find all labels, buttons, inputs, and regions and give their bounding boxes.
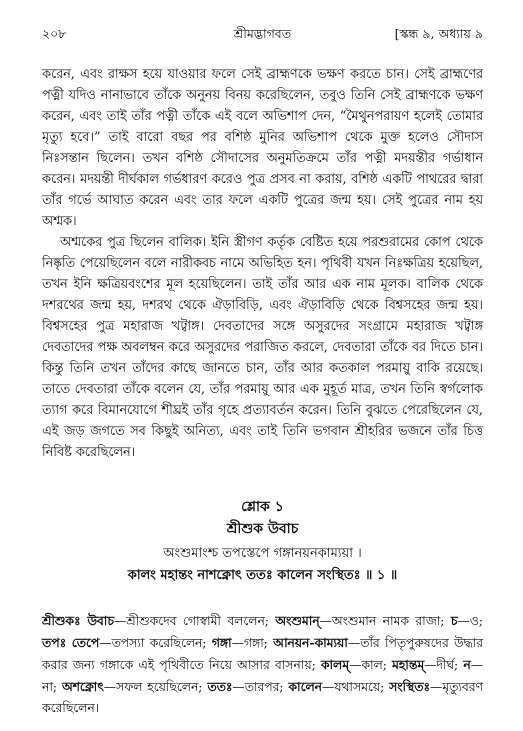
synonym-word: মহান্তম্ bbox=[392, 657, 425, 672]
page-number: ২০৮ bbox=[42, 26, 67, 41]
verse-speaker: শ্রীশুক উবাচ bbox=[226, 521, 299, 537]
synonym-word: অশক্নোৎ bbox=[61, 679, 104, 694]
book-title: শ্রীমদ্ভাগবত bbox=[233, 26, 292, 41]
chapter-reference: [স্কন্ধ ৯, অধ্যায় ৯ bbox=[394, 26, 483, 41]
synonym-word: ততঃ bbox=[207, 679, 233, 694]
verse-line: কালং মহান্তং নাশক্নোৎ ততঃ কালেন সংস্থিতঃ ॥ ১ ॥ bbox=[127, 568, 398, 583]
synonym-meaning: মৃত্যুবরণ করেছিলেন। bbox=[42, 680, 483, 715]
purport-paragraph: করেন, এবং রাক্ষস হয়ে যাওয়ার ফলে সেই ব্রাহ্মণকে ভক্ষণ করতে চান। সেই ব্রাহ্মণের পত্নী যদিও নানাভাবে তাঁকে অনুনয় বিনয় করেছিলেন, তবুও তিনি সেই ব্রাহ্মণকে ভক্ষণ করেন, এবং তাই তাঁর পত্নী তাঁকে এই বলে অভিশাপ দেন, “মৈথুনপরায়ণ হলেই তোমার মৃত্যু হবে।” তাই বারো বছর পর বশিষ্ঠ মুনির অভিশাপ থেকে মুক্ত হলেও সৌদাস নিঃসন্তান ছিলেন। তখন বশিষ্ঠ সৌদাসের অনুমতিক্রমে তাঁর পত্নী মদয়ন্তীর গর্ভাধান করেন। মদয়ন্তী দীর্ঘকাল গর্ভধারণ করেও পুত্র প্রসব না করায়, বশিষ্ঠ একটি পাথরের দ্বারা তাঁর গর্ভে আঘাত করেন এবং তার ফলে একটি পুত্রের জন্ম হয়। সেই পুত্রের নাম হয় অশ্মক। bbox=[42, 67, 483, 229]
synonym-word: কালেন bbox=[288, 679, 323, 694]
verse-number: শ্লোক ১ bbox=[241, 499, 284, 515]
page-header bbox=[42, 26, 483, 46]
synonym-meaning: ও; bbox=[469, 614, 483, 628]
verse-line: অংশুমাংশ্চ তপস্তেপে গঙ্গানয়নকাম্যয়া । bbox=[163, 546, 362, 561]
synonym-meaning: তাঁর পিতৃপুরুষদের উদ্ধার করার জন্য গঙ্গাকে এই পৃথিবীতে নিয়ে আসার বাসনায়; bbox=[42, 636, 483, 672]
synonyms-block: শ্রীশুকঃ উবাচ—শ্রীশুকদেব গোস্বামী বললেন; অংশুমান্—অংশুমান নামক রাজা; চ—ও; তপঃ তেপে—তপস্যা করেছিলেন; গঙ্গা—গঙ্গা; আনয়ন-কাম্যয়া—তাঁর পিতৃপুরুষদের উদ্ধার করার জন্য গঙ্গাকে এই পৃথিবীতে নিয়ে আসার বাসনায়; কালম্—কাল; মহান্তম্—দীর্ঘ; ন—না; অশক্নোৎ—সফল হয়েছিলেন; ততঃ—তারপর; কালেন—যথাসময়ে; সংস্থিতঃ—মৃত্যুবরণ করেছিলেন। bbox=[42, 613, 483, 715]
synonym-meaning: শ্রীশুকদেব গোস্বামী বললেন; bbox=[126, 614, 269, 628]
verse-block bbox=[42, 497, 483, 587]
synonym-word: অংশুমান্ bbox=[275, 613, 320, 628]
synonym-meaning: কাল; bbox=[361, 658, 387, 672]
synonym-word: চ bbox=[450, 613, 458, 628]
synonym-meaning: দীর্ঘ; bbox=[436, 658, 459, 672]
synonym-word: আনয়ন-কাম্যয়া bbox=[273, 635, 348, 650]
synonym-word: ন bbox=[463, 657, 471, 672]
synonym-meaning: না; bbox=[42, 680, 58, 694]
synonym-meaning: অংশুমান নামক রাজা; bbox=[331, 614, 445, 628]
synonym-word: কালম্ bbox=[320, 657, 350, 672]
purport-paragraph: অশ্মকের পুত্র ছিলেন বালিক। ইনি স্ত্রীগণ কর্তৃক বেষ্টিত হয়ে পরশুরামের কোপ থেকে নিষ্কৃতি পেয়েছিলেন বলে নারীকবচ নামে অভিহিত হন। পৃথিবী যখন নিঃক্ষত্রিয় হয়েছিল, তখন ইনি ক্ষত্রিয়বংশের মূল হয়েছিলেন। তাই তাঁর আর এক নাম মূলক। বালিক থেকে দশরথের জন্ম হয়, দশরথ থেকে ঐড়াবিড়ি, এবং ঐড়াবিড়ি থেকে বিশ্বসহের জন্ম হয়। বিশ্বসহের পুত্র মহারাজ খট্বাঙ্গ। দেবতাদের সঙ্গে অসুরদের সংগ্রামে মহারাজ খট্বাঙ্গ দেবতাদের পক্ষ অবলম্বন করে অসুরদের পরাজিত করলে, দেবতারা তাঁকে বর দিতে চান। কিন্তু তিনি তখন তাঁদের কাছে জানতে চান, তাঁর আর কতকাল পরমায়ু বাকি রয়েছে। তাতে দেবতারা তাঁকে বলেন যে, তাঁর পরমায়ু আর এক মুহূর্ত মাত্র, তখন তিনি স্বর্গলোক ত্যাগ করে বিমানযোগে শীঘ্রই তাঁর গৃহে প্রত্যাবর্তন করেন। তিনি বুঝতে পেরেছিলেন যে, এই জড় জগতে সব কিছুই অনিত্য, এবং তাই তিনি ভগবান শ্রীহরির ভজনে তাঁর চিত্ত নিবিষ্ট করেছিলেন। bbox=[42, 235, 483, 460]
synonym-word: তপঃ তেপে bbox=[42, 635, 100, 650]
synonym-word: সংস্থিতঃ bbox=[389, 679, 430, 694]
purport-text bbox=[42, 64, 483, 463]
synonym-meaning: তপস্যা করেছিলেন; bbox=[111, 636, 207, 650]
synonym-meaning: সফল হয়েছিলেন; bbox=[116, 680, 203, 694]
synonym-word: শ্রীশুকঃ উবাচ bbox=[42, 613, 114, 628]
synonym-meaning: তারপর; bbox=[244, 680, 284, 694]
synonym-meaning: গঙ্গা; bbox=[243, 636, 268, 650]
synonym-meaning: যথাসময়ে; bbox=[334, 680, 385, 694]
synonym-word: গঙ্গা bbox=[211, 635, 232, 650]
